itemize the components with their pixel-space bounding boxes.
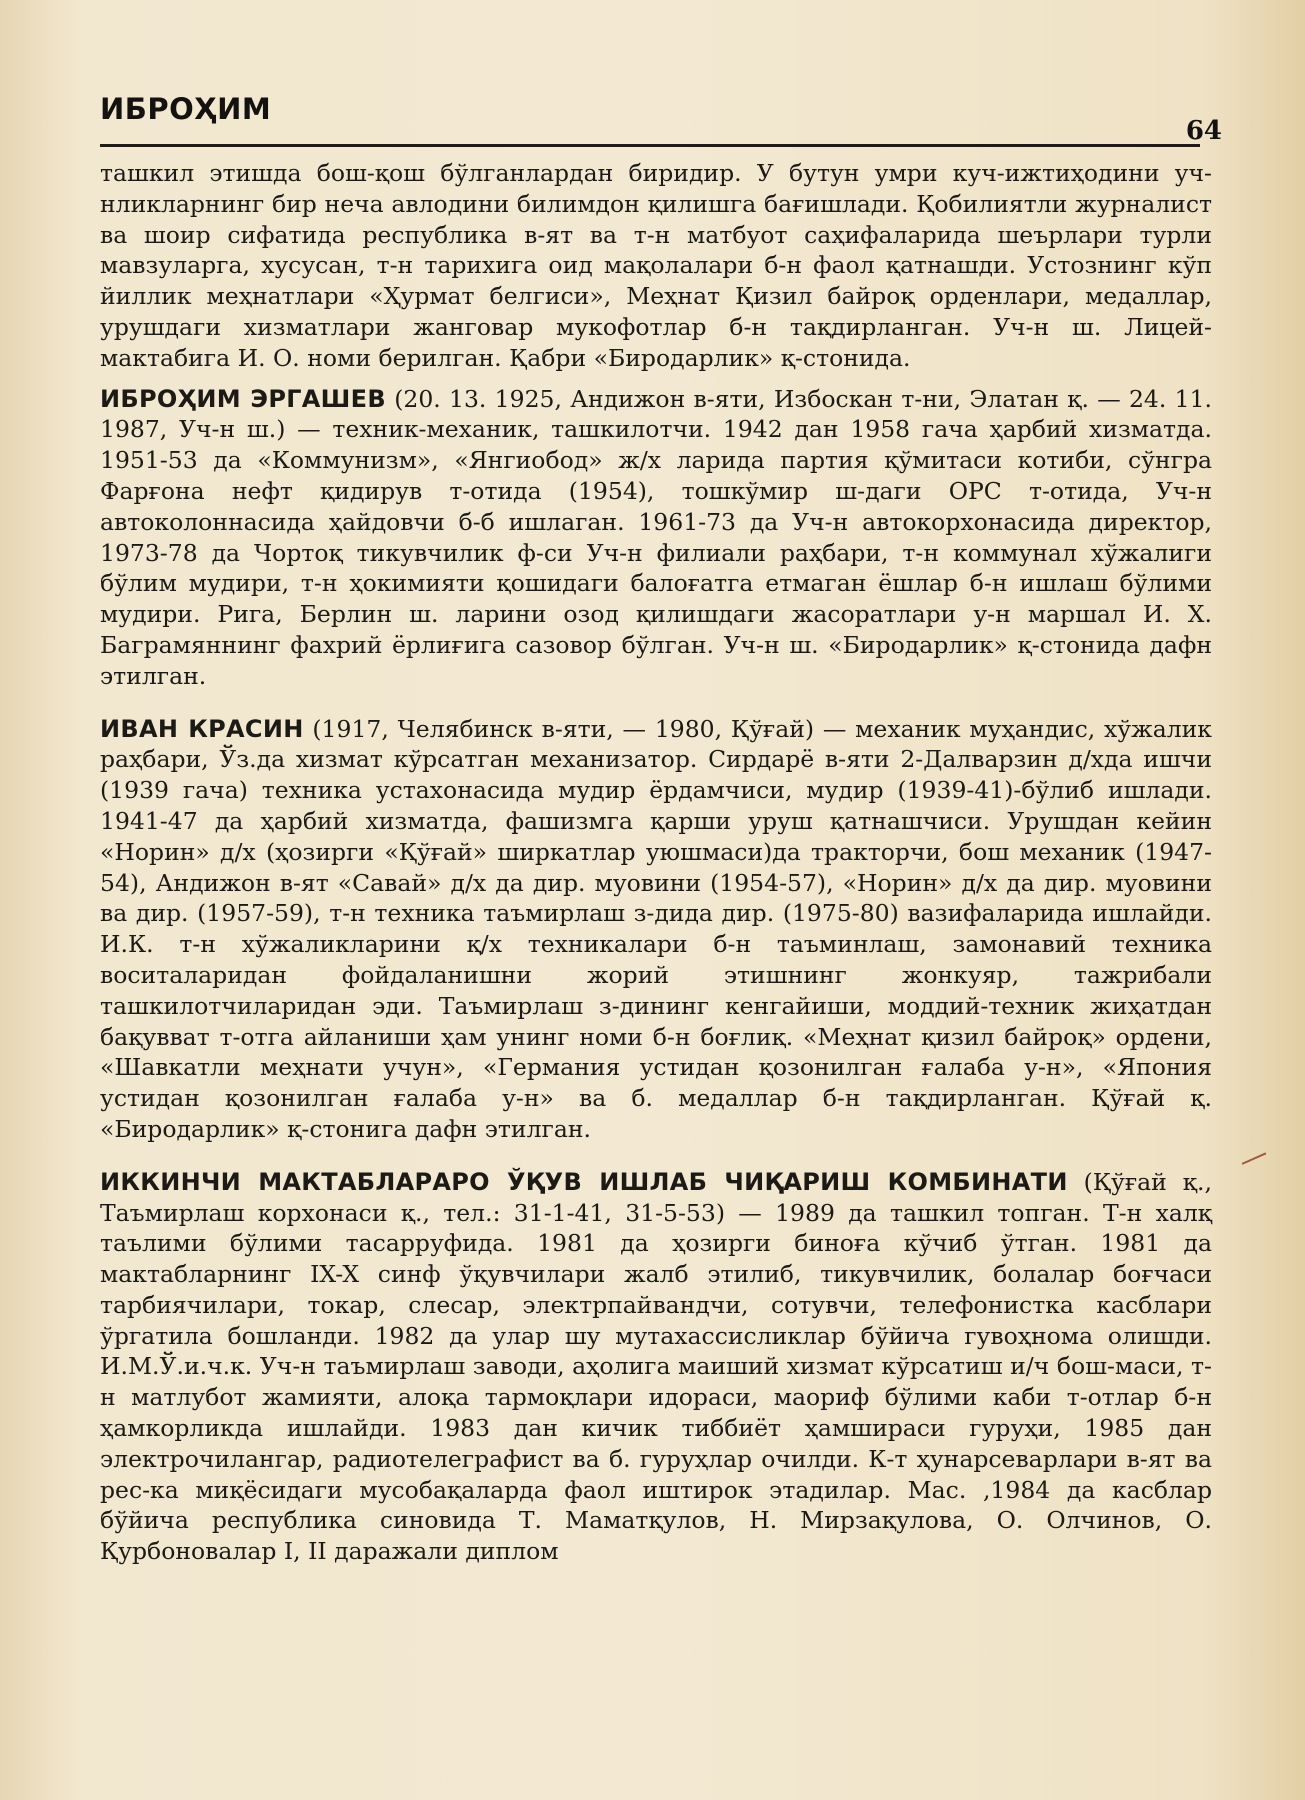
spacer xyxy=(100,1145,1212,1167)
spacer xyxy=(100,692,1212,714)
entry-heading: ИККИНЧИ МАКТАБЛАРАРО ЎҚУВ ИШЛАБ ЧИҚАРИШ КОМБИНАТИ xyxy=(100,1167,1068,1196)
page-number: 64 xyxy=(1185,116,1222,146)
page-header xyxy=(100,92,1222,152)
entry-ibrohim-ergashev xyxy=(100,384,1212,692)
page-body xyxy=(100,158,1212,1567)
entry-text: (20. 13. 1925, Андижон в-яти, Избоскан т-ни, Элатан қ. — 24. 11. 1987, Уч-н ш.) — техник-механик, ташкилотчи. 1942 дан 1958 гача ҳарбий хизматда. 1951-53 да «Коммунизм», «Янгиобод» ж/х ларида партия қўмитаси котиби, сўнгра Фарғона нефт қидирув т-отида (1954), тошкўмир ш-даги ОРС т-отида, Уч-н автоколоннасида ҳайдовчи б-б ишлаган. 1961-73 да Уч-н автокорхонасида директор, 1973-78 да Чортоқ тикувчилик ф-си Уч-н филиали раҳбари, т-н коммунал хўжалиги бўлим мудири, т-н ҳокимияти қошидаги балоғатга етмаган ёшлар б-н ишлаш бўлими мудири. Рига, Берлин ш. ларини озод қилишдаги жасоратлари у-н маршал И. Х. Баграмяннинг фахрий ёрлиғига сазовор бўлган. Уч-н ш. «Биродарлик» қ-стонида дафн этилган. xyxy=(100,384,1212,690)
entry-ikkinchi-kombinat xyxy=(100,1167,1212,1567)
entry-ivan-krasin xyxy=(100,714,1212,1145)
entry-heading: ИВАН КРАСИН xyxy=(100,714,304,743)
spacer xyxy=(100,374,1212,384)
entry-text: (1917, Челябинск в-яти, — 1980, Қўғай) — механик муҳандис, хўжалик раҳбари, Ўз.да хизмат кўрсатган механизатор. Сирдарё в-яти 2-Далварзин д/хда ишчи (1939 гача) техника устахонасида мудир ёрдамчиси, мудир (1939-41)-бўлиб ишлади. 1941-47 да ҳарбий хизматда, фашизмга қарши уруш қатнашчиси. Урушдан кейин «Норин» д/х (ҳозирги «Қўғай» ширкатлар уюшмаси)да тракторчи, бош механик (1947-54), Андижон в-ят «Савай» д/х да дир. муовини (1954-57), «Норин» д/х да дир. муовини ва дир. (1957-59), т-н техника таъмирлаш з-дида дир. (1975-80) вазифаларида ишлайди. И.К. т-н хўжаликларини қ/х техникалари б-н таъминлаш, замонавий техника воситаларидан фойдаланишни жорий этишнинг жонкуяр, тажрибали ташкилотчиларидан эди. Таъмирлаш з-дининг кенгайиши, моддий-техник жиҳатдан бақувват т-отга айланиши ҳам унинг номи б-н боғлиқ. «Меҳнат қизил байроқ» ордени, «Шавкатли меҳнати учун», «Германия устидан қозонилган ғалаба у-н», «Япония устидан қозонилган ғалаба у-н» ва б. медаллар б-н тақдирланган. Қўғай қ. «Биродарлик» қ-стонига дафн этилган. xyxy=(100,714,1212,1143)
paragraph-continuation xyxy=(100,158,1212,374)
running-head: ИБРОҲИМ xyxy=(100,92,272,126)
entry-heading: ИБРОҲИМ ЭРГАШЕВ xyxy=(100,384,386,413)
header-rule xyxy=(100,144,1200,147)
entry-text: ташкил этишда бош-қош бўлганлардан биридир. У бутун умри куч-ижтиҳодини уч-нликларнинг бир неча авлодини билимдон қилишга бағишлади. Қобилиятли журналист ва шоир сифатида республика в-ят ва т-н матбуот саҳифаларида шеърлари турли мавзуларга, хусусан, т-н тарихига оид мақолалари б-н фаол қатнашди. Устознинг кўп йиллик меҳнатлари «Ҳурмат белгиси», Меҳнат Қизил байроқ орденлари, медаллар, урушдаги хизматлари жанговар мукофотлар б-н тақдирланган. Уч-н ш. Лицей-мактабига И. О. номи берилган. Қабри «Биродарлик» қ-стонида. xyxy=(100,159,1212,372)
entry-text: (Қўғай қ., Таъмирлаш корхонаси қ., тел.: 31-1-41, 31-5-53) — 1989 да ташкил топган. Т-н халқ таълими бўлими тасарруфида. 1981 да ҳозирги биноға кўчиб ўтган. 1981 да мактабларнинг IX-X синф ўқувчилари жалб этилиб, тикувчилик, болалар боғчаси тарбиячилари, токар, слесар, электрпайвандчи, сотувчи, телефонистка касблари ўргатила бошланди. 1982 да улар шу мутахассисликлар бўйича гувоҳнома олишди. И.М.Ў.и.ч.к. Уч-н таъмирлаш заводи, аҳолига маиший хизмат кўрсатиш и/ч бош-маси, т-н матлубот жамияти, алоқа тармоқлари идораси, маориф бўлими каби т-отлар б-н ҳамкорликда ишлайди. 1983 дан кичик тиббиёт ҳамшираси гуруҳи, 1985 дан электрочилангар, радиотелеграфист ва б. гуруҳлар очилди. К-т ҳунарсеварлари в-ят ва рес-ка миқёсидаги мусобақаларда фаол иштирок этадилар. Мас. ,1984 да касблар бўйича республика синовида Т. Маматқулов, Н. Мирзақулова, О. Олчинов, О. Қурбоновалар I, II даражали диплом xyxy=(100,1167,1212,1566)
ink-mark xyxy=(1238,1143,1267,1165)
